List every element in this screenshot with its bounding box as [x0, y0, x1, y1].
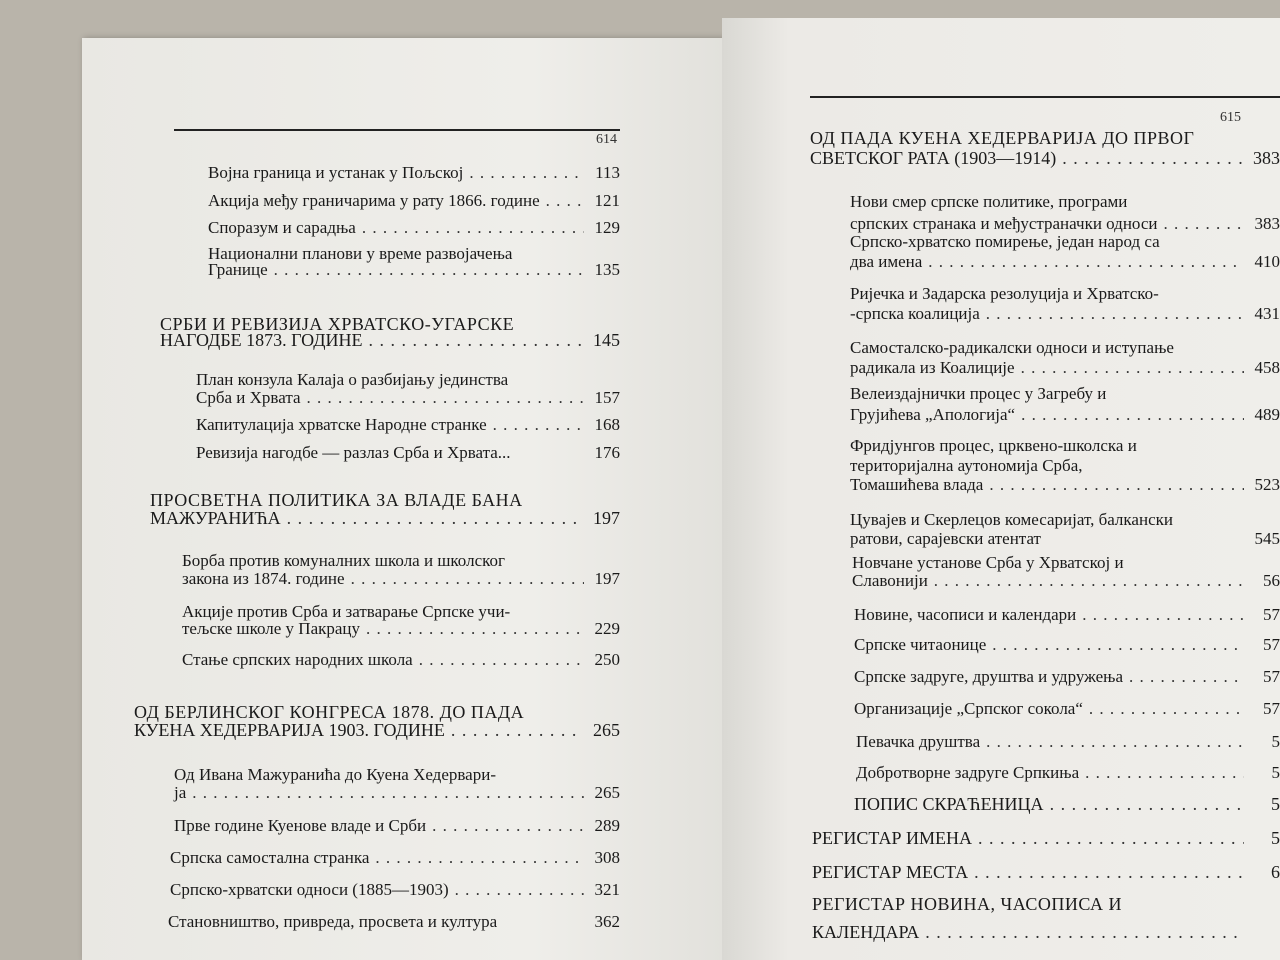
toc-entry-line: Национални планови у време развојачења	[208, 244, 513, 263]
toc-entry: Прве године Куенове владе и Срби . . . 289	[174, 816, 620, 835]
register-entry: РЕГИСТАР МЕСТА . . . 6	[812, 863, 1280, 882]
toc-entry: Становништво, привреда, просвета и култура 362	[168, 912, 620, 931]
header-rule	[174, 129, 620, 131]
toc-entry-line: Велеиздајнички процес у Загребу и	[850, 384, 1107, 403]
toc-entry: Добротворне задруге Српкиња . . . 5	[856, 763, 1280, 782]
toc-entry: ратови, сарајевски атентат 545	[850, 529, 1280, 548]
toc-entry: Споразум и сарадња . . . 129	[208, 218, 620, 237]
toc-entry: српских странака и међустраначки односи . . . 383	[850, 214, 1280, 233]
toc-entry-line: територијална аутономија Срба,	[850, 456, 1083, 475]
toc-entry: Организације „Српског сокола“ . . . 57	[854, 699, 1280, 718]
toc-entry-line: Нови смер српске политике, програми	[850, 192, 1128, 211]
toc-entry: Томашићева влада . . . 523	[850, 475, 1280, 494]
toc-entry: Границе . . . 135	[208, 260, 620, 279]
toc-entry-line: Од Ивана Мажуранића до Куена Хедервари-	[174, 765, 496, 784]
toc-entry-line: Новчане установе Срба у Хрватској и	[852, 553, 1124, 572]
toc-entry: Српске задруге, друштва и удружења . . . 57	[854, 667, 1280, 686]
toc-entry: Српска самостална странка . . . 308	[170, 848, 620, 867]
toc-entry: два имена . . . 410	[850, 252, 1280, 271]
toc-entry: Војна граница и устанак у Пољској . . . 113	[208, 163, 620, 182]
toc-entry-line: Фридјунгов процес, црквено-школска и	[850, 436, 1137, 455]
register-entry: РЕГИСТАР ИМЕНА . . . 5	[812, 829, 1280, 848]
left-page	[82, 38, 724, 960]
toc-entry: тељске школе у Пакрацу . . . 229	[182, 619, 620, 638]
chapter-entry: НАГОДБЕ 1873. ГОДИНЕ . . . 145	[160, 331, 620, 350]
chapter-title-line: ПРОСВЕТНА ПОЛИТИКА ЗА ВЛАДЕ БАНА	[150, 490, 523, 510]
toc-entry: -српска коалиција . . . 431	[850, 304, 1280, 323]
section-entry: ПОПИС СКРАЋЕНИЦА . . . 5	[854, 795, 1280, 814]
toc-entry: Грујићева „Апологија“ . . . 489	[850, 405, 1280, 424]
chapter-entry: МАЖУРАНИЋА . . . 197	[150, 509, 620, 528]
chapter-title-line: ОД ПАДА КУЕНА ХЕДЕРВАРИЈА ДО ПРВОГ	[810, 128, 1195, 148]
toc-entry-line: Српско-хрватско помирење, један народ са	[850, 232, 1160, 251]
toc-entry: Српске читаонице . . . 57	[854, 635, 1280, 654]
toc-entry: Славонији . . . 56	[852, 571, 1280, 590]
toc-entry: радикала из Коалиције . . . 458	[850, 358, 1280, 377]
toc-entry: ја . . . 265	[174, 783, 620, 802]
toc-entry: Акција међу граничарима у рату 1866. године . . . 121	[208, 191, 620, 210]
register-title-line: РЕГИСТАР НОВИНА, ЧАСОПИСА И	[812, 894, 1122, 914]
toc-entry-line: Борба против комуналних школа и школског	[182, 551, 505, 570]
toc-entry-line: Цуваjев и Скерлецов комесаријат, балкански	[850, 510, 1173, 529]
toc-entry: Стање српских народних школа . . . 250	[182, 650, 620, 669]
toc-entry: Срба и Хрвата . . . 157	[196, 388, 620, 407]
page-number: 615	[1220, 110, 1241, 125]
chapter-title-line: СРБИ И РЕВИЗИЈА ХРВАТСКО-УГАРСКЕ	[160, 314, 515, 334]
toc-entry-line: Самосталско-радикалски односи и иступање	[850, 338, 1174, 357]
register-entry: КАЛЕНДАРА . . .	[812, 923, 1280, 942]
toc-entry: Ревизија нагодбе — разлаз Срба и Хрвата... 176	[196, 443, 620, 462]
toc-entry: Новине, часописи и календари . . . 57	[854, 605, 1280, 624]
toc-entry: Капитулација хрватске Народне странке . . . 168	[196, 415, 620, 434]
right-page	[722, 18, 1280, 960]
toc-entry: Српско-хрватски односи (1885—1903) . . . 321	[170, 880, 620, 899]
toc-entry: закона из 1874. године . . . 197	[182, 569, 620, 588]
toc-entry: Певачка друштва . . . 5	[856, 732, 1280, 751]
toc-entry-line: Акције против Срба и затварање Српске учи-	[182, 602, 511, 621]
chapter-title-line: ОД БЕРЛИНСКОГ КОНГРЕСА 1878. ДО ПАДА	[134, 702, 525, 722]
toc-entry-line: Ријечка и Задарска резолуција и Хрватско-	[850, 284, 1159, 303]
chapter-entry: СВЕТСКОГ РАТА (1903—1914) . . . 383	[810, 149, 1280, 168]
toc-entry-line: План конзула Калаја о разбијању јединства	[196, 370, 509, 389]
header-rule	[810, 96, 1280, 98]
page-number: 614	[596, 132, 617, 147]
chapter-entry: КУЕНА ХЕДЕРВАРИЈА 1903. ГОДИНЕ . . . 265	[134, 721, 620, 740]
